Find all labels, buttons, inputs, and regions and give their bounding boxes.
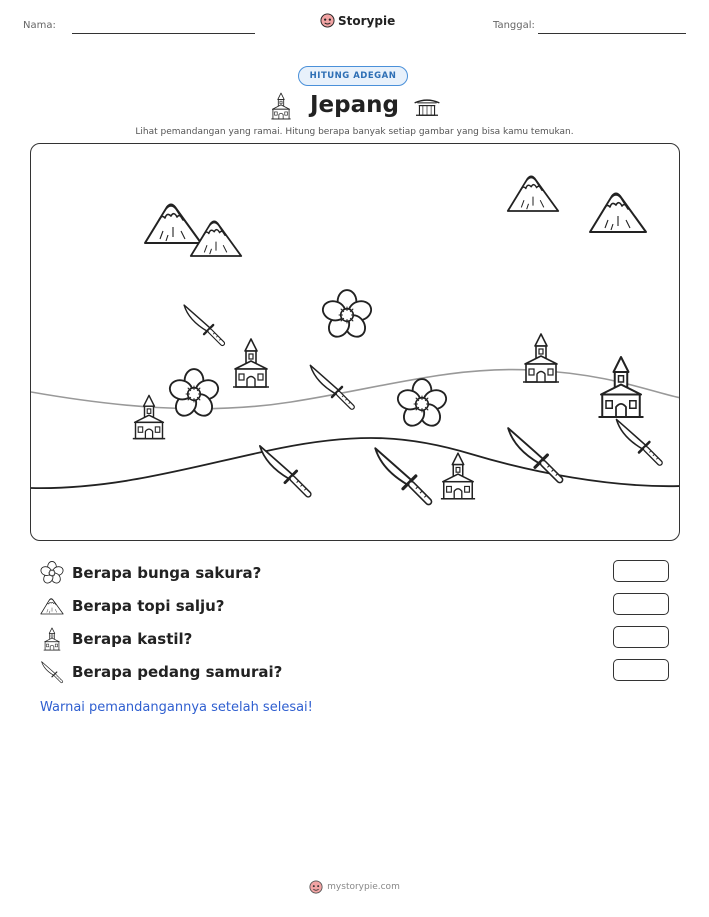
question-cherry-blossom [40,560,261,586]
scene-hills [31,144,680,541]
snowcap-mountain-icon [40,596,64,616]
castle [596,349,646,425]
question-castle [40,626,192,652]
cherry-blossom [168,368,220,420]
castle [439,449,477,503]
castle [231,337,271,389]
question-text: Berapa topi salju? [72,597,225,615]
question-text: Berapa kastil? [72,630,193,648]
answer-box-castle[interactable] [613,626,669,648]
snowcap-mountain [506,171,560,215]
question-text: Berapa bunga sakura? [72,564,262,582]
samurai-sword [613,416,665,468]
storypie-mascot-icon [309,880,323,894]
answer-box-sword[interactable] [613,659,669,681]
cherry-blossom-icon [40,561,64,585]
samurai-sword [371,444,435,508]
closing-note: Warnai pemandangannya setelah selesai! [40,700,313,715]
footer-brand [0,880,709,894]
instruction-text: Lihat pemandangan yang ramai. Hitung berapa banyak setiap gambar yang bisa kamu temukan. [135,127,574,137]
storypie-mascot-icon [320,13,335,28]
question-text: Berapa pedang samurai? [72,663,283,681]
question-snowcap [40,593,225,619]
activity-badge: HITUNG ADEGAN [298,66,408,86]
answer-box-snowcap[interactable] [613,593,669,615]
date-label: Tanggal: [493,20,535,31]
answer-box-cherry-blossom[interactable] [613,560,669,582]
cherry-blossom [396,378,448,430]
question-sword [40,659,282,685]
samurai-sword [504,424,566,486]
date-line[interactable] [538,33,686,34]
cherry-blossom [321,289,373,341]
name-label: Nama: [23,20,56,31]
name-line[interactable] [72,33,255,34]
counting-scene [30,143,680,541]
brand-name: Storypie [338,13,396,28]
samurai-sword [181,302,227,348]
footer-site: mystorypie.com [327,882,400,892]
castle [521,332,561,384]
snowcap-mountain [588,189,648,235]
samurai-sword-icon [40,660,64,684]
samurai-sword [256,442,314,500]
castle-icon [40,627,64,651]
page-title: Jepang [310,92,399,118]
brand-logo [320,13,395,28]
castle [131,393,167,441]
snowcap-mountain [189,216,243,260]
shrine-icon [412,96,442,118]
samurai-sword [307,362,357,412]
